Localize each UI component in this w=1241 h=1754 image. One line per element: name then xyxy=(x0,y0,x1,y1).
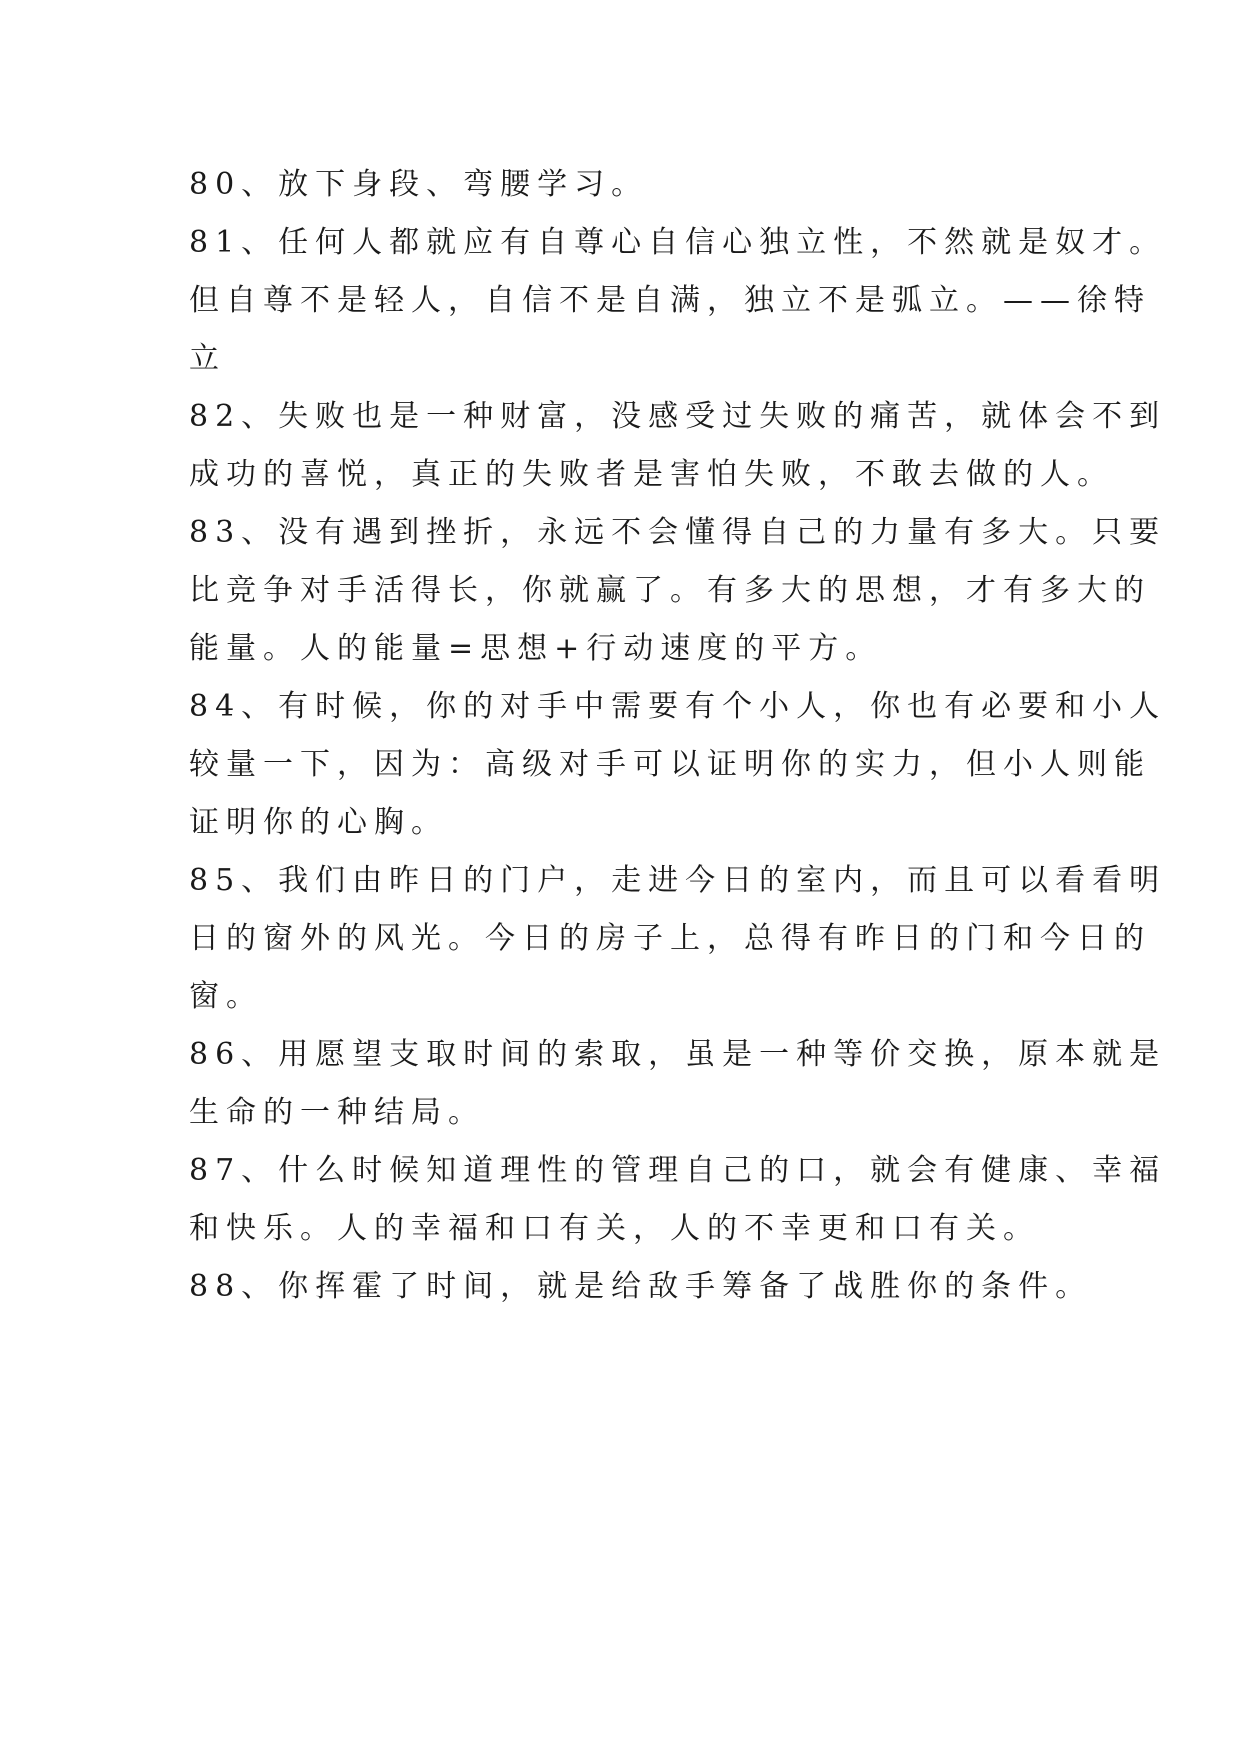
text-line: 成功的喜悦，真正的失败者是害怕失败，不敢去做的人。 xyxy=(189,457,1114,492)
text-line: 窗。 xyxy=(189,979,263,1014)
text-line: 立 xyxy=(189,341,226,376)
text-line: 日的窗外的风光。今日的房子上，总得有昨日的门和今日的 xyxy=(189,921,1151,956)
text-line: 85、我们由昨日的门户，走进今日的室内，而且可以看看明 xyxy=(189,863,1167,898)
text-line: 81、任何人都就应有自尊心自信心独立性，不然就是奴才。 xyxy=(189,225,1167,260)
text-line: 和快乐。人的幸福和口有关，人的不幸更和口有关。 xyxy=(189,1211,1040,1246)
text-line: 80、放下身段、弯腰学习。 xyxy=(189,167,649,202)
text-line: 证明你的心胸。 xyxy=(189,805,448,840)
text-line: 生命的一种结局。 xyxy=(189,1095,485,1130)
text-line: 88、你挥霍了时间，就是给敌手筹备了战胜你的条件。 xyxy=(189,1269,1093,1304)
text-line: 能量。人的能量=思想+行动速度的平方。 xyxy=(189,631,883,666)
text-line: 83、没有遇到挫折，永远不会懂得自己的力量有多大。只要 xyxy=(189,515,1167,550)
text-line: 87、什么时候知道理性的管理自己的口，就会有健康、幸福 xyxy=(189,1153,1167,1188)
text-line: 比竞争对手活得长，你就赢了。有多大的思想，才有多大的 xyxy=(189,573,1151,608)
text-line: 84、有时候，你的对手中需要有个小人，你也有必要和小人 xyxy=(189,689,1167,724)
text-line: 82、失败也是一种财富，没感受过失败的痛苦，就体会不到 xyxy=(189,399,1167,434)
text-line: 较量一下，因为：高级对手可以证明你的实力，但小人则能 xyxy=(189,747,1151,782)
text-line: 86、用愿望支取时间的索取，虽是一种等价交换，原本就是 xyxy=(189,1037,1167,1072)
text-line: 但自尊不是轻人，自信不是自满，独立不是弧立。——徐特 xyxy=(189,283,1151,318)
